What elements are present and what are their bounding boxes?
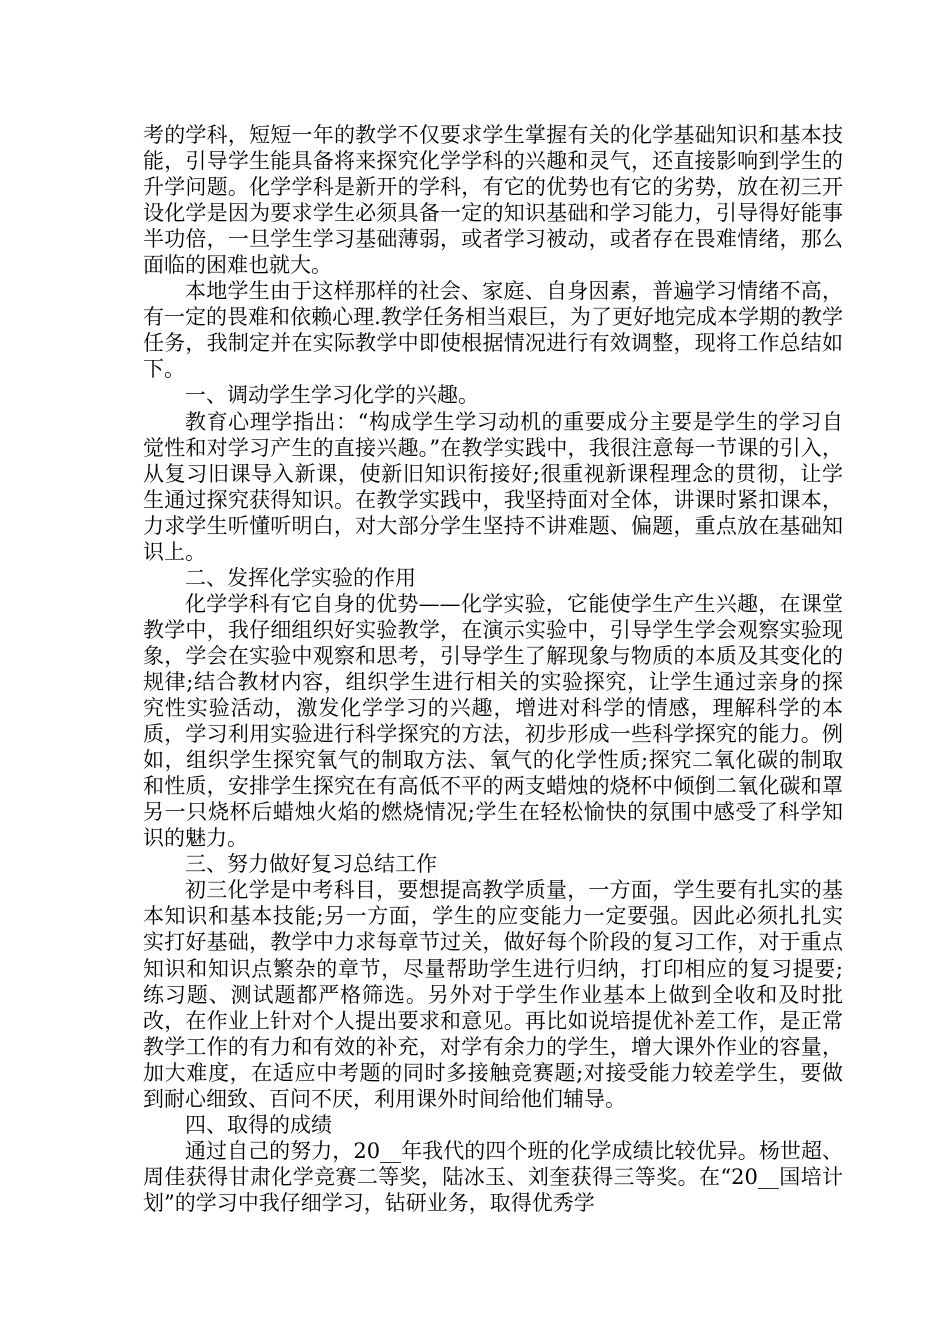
paragraph-achievements: 通过自己的努力，20__年我代的四个班的化学成绩比较优异。杨世超、周佳获得甘肃化学竞赛二等奖，陆冰玉、刘奎获得三等奖。在“20__国培计划”的学习中我仔细学习，钻研业务，取得优秀学: [143, 1138, 843, 1215]
document-body: [143, 122, 843, 1216]
section-heading-3: 三、努力做好复习总结工作: [185, 852, 437, 877]
paragraph-interest: 教育心理学指出：“构成学生学习动机的重要成分主要是学生的学习自觉性和对学习产生的直接兴趣。”在教学实践中，我很注意每一节课的引入，从复习旧课导入新课，使新旧知识衔接好;很重视新课程理念的贯彻，让学生通过探究获得知识。在教学实践中，我坚持面对全体，讲课时紧扣课本，力求学生听懂听明白，对大部分学生坚持不讲难题、偏题，重点放在基础知识上。: [143, 409, 843, 564]
section-heading-4: 四、取得的成绩: [185, 1112, 332, 1137]
section-heading-2: 二、发挥化学实验的作用: [185, 565, 416, 590]
paragraph-intro-continued: 考的学科，短短一年的教学不仅要求学生掌握有关的化学基础知识和基本技能，引导学生能具备将来探究化学学科的兴趣和灵气，还直接影响到学生的升学问题。化学学科是新开的学科，有它的优势也有它的劣势，放在初三开设化学是因为要求学生必须具备一定的知识基础和学习能力，引导得好能事半功倍，一旦学生学习基础薄弱，或者学习被动，或者存在畏难情绪，那么面临的困难也就大。: [143, 123, 843, 278]
paragraph-review: 初三化学是中考科目，要想提高教学质量，一方面，学生要有扎实的基本知识和基本技能;另一方面，学生的应变能力一定要强。因此必须扎扎实实打好基础，教学中力求每章节过关，做好每个阶段的复习工作，对于重点知识和知识点繁杂的章节，尽量帮助学生进行归纳，打印相应的复习提要;练习题、测试题都严格筛选。另外对于学生作业基本上做到全收和及时批改，在作业上针对个人提出要求和意见。再比如说培提优补差工作，是正常教学工作的有力和有效的补充，对学有余力的学生，增大课外作业的容量，加大难度，在适应中考题的同时多接触竞赛题;对接受能力较差学生，要做到耐心细致、百问不厌，利用课外时间给他们辅导。: [143, 878, 843, 1111]
paragraph-experiments: 化学学科有它自身的优势——化学实验，它能使学生产生兴趣，在课堂教学中，我仔细组织好实验教学，在演示实验中，引导学生学会观察实验现象，学会在实验中观察和思考，引导学生了解现象与物质的本质及其变化的规律;结合教材内容，组织学生进行相关的实验探究，让学生通过亲身的探究性实验活动，激发化学学习的兴趣，增进对科学的情感，理解科学的本质，学习利用实验进行科学探究的方法，初步形成一些科学探究的能力。例如，组织学生探究氧气的制取方法、氧气的化学性质;探究二氧化碳的制取和性质，安排学生探究在有高低不平的两支蜡烛的烧杯中倾倒二氧化碳和罩另一只烧杯后蜡烛火焰的燃烧情况;学生在轻松愉快的氛围中感受了科学知识的魅力。: [143, 591, 843, 851]
paragraph-local-students: 本地学生由于这样那样的社会、家庭、自身因素，普遍学习情绪不高，有一定的畏难和依赖心理.教学任务相当艰巨，为了更好地完成本学期的教学任务，我制定并在实际教学中即使根据情况进行有效调整，现将工作总结如下。: [143, 279, 843, 382]
section-heading-1: 一、调动学生学习化学的兴趣。: [185, 383, 479, 408]
